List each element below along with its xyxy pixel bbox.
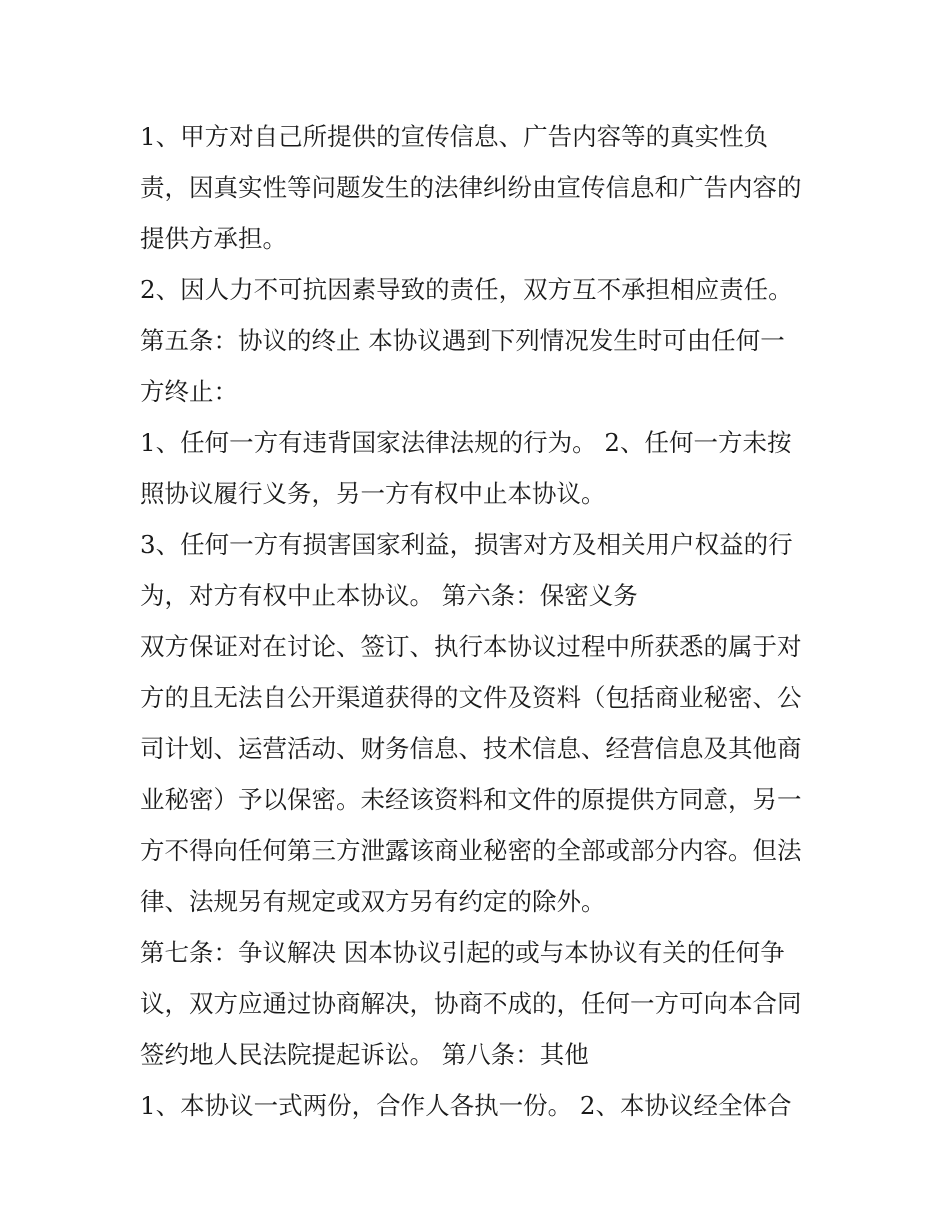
text-line: 1、甲方对自己所提供的宣传信息、广告内容等的真实性负	[140, 122, 769, 151]
text-line: 议，双方应通过协商解决，协商不成的，任何一方可向本合同	[140, 989, 802, 1018]
text-line: 提供方承担。	[140, 224, 287, 253]
text-line: 1、本协议一式两份，合作人各执一份。 2、本协议经全体合	[140, 1091, 792, 1120]
text-line: 律、法规另有规定或双方另有约定的除外。	[140, 887, 606, 916]
text-line: 方不得向任何第三方泄露该商业秘密的全部或部分内容。但法	[140, 836, 802, 865]
text-line: 责，因真实性等问题发生的法律纠纷由宣传信息和广告内容的	[140, 173, 802, 202]
text-line: 签约地人民法院提起诉讼。 第八条：其他	[140, 1040, 589, 1069]
text-line: 方的且无法自公开渠道获得的文件及资料（包括商业秘密、公	[140, 683, 802, 712]
text-line: 第七条：争议解决 因本协议引起的或与本协议有关的任何争	[140, 938, 785, 967]
text-line: 业秘密）予以保密。未经该资料和文件的原提供方同意，另一	[140, 785, 802, 814]
text-line: 双方保证对在讨论、签订、执行本协议过程中所获悉的属于对	[140, 632, 802, 661]
document-body	[140, 111, 830, 1131]
text-line: 方终止：	[140, 377, 238, 406]
text-line: 第五条：协议的终止 本协议遇到下列情况发生时可由任何一	[140, 326, 785, 355]
text-line: 1、任何一方有违背国家法律法规的行为。 2、任何一方未按	[140, 428, 792, 457]
text-line: 为，对方有权中止本协议。 第六条：保密义务	[140, 581, 638, 610]
text-line: 3、任何一方有损害国家利益，损害对方及相关用户权益的行	[140, 530, 793, 559]
text-line: 司计划、运营活动、财务信息、技术信息、经营信息及其他商	[140, 734, 802, 763]
text-line: 照协议履行义务，另一方有权中止本协议。	[140, 479, 606, 508]
text-line: 2、因人力不可抗因素导致的责任，双方互不承担相应责任。	[140, 275, 793, 304]
